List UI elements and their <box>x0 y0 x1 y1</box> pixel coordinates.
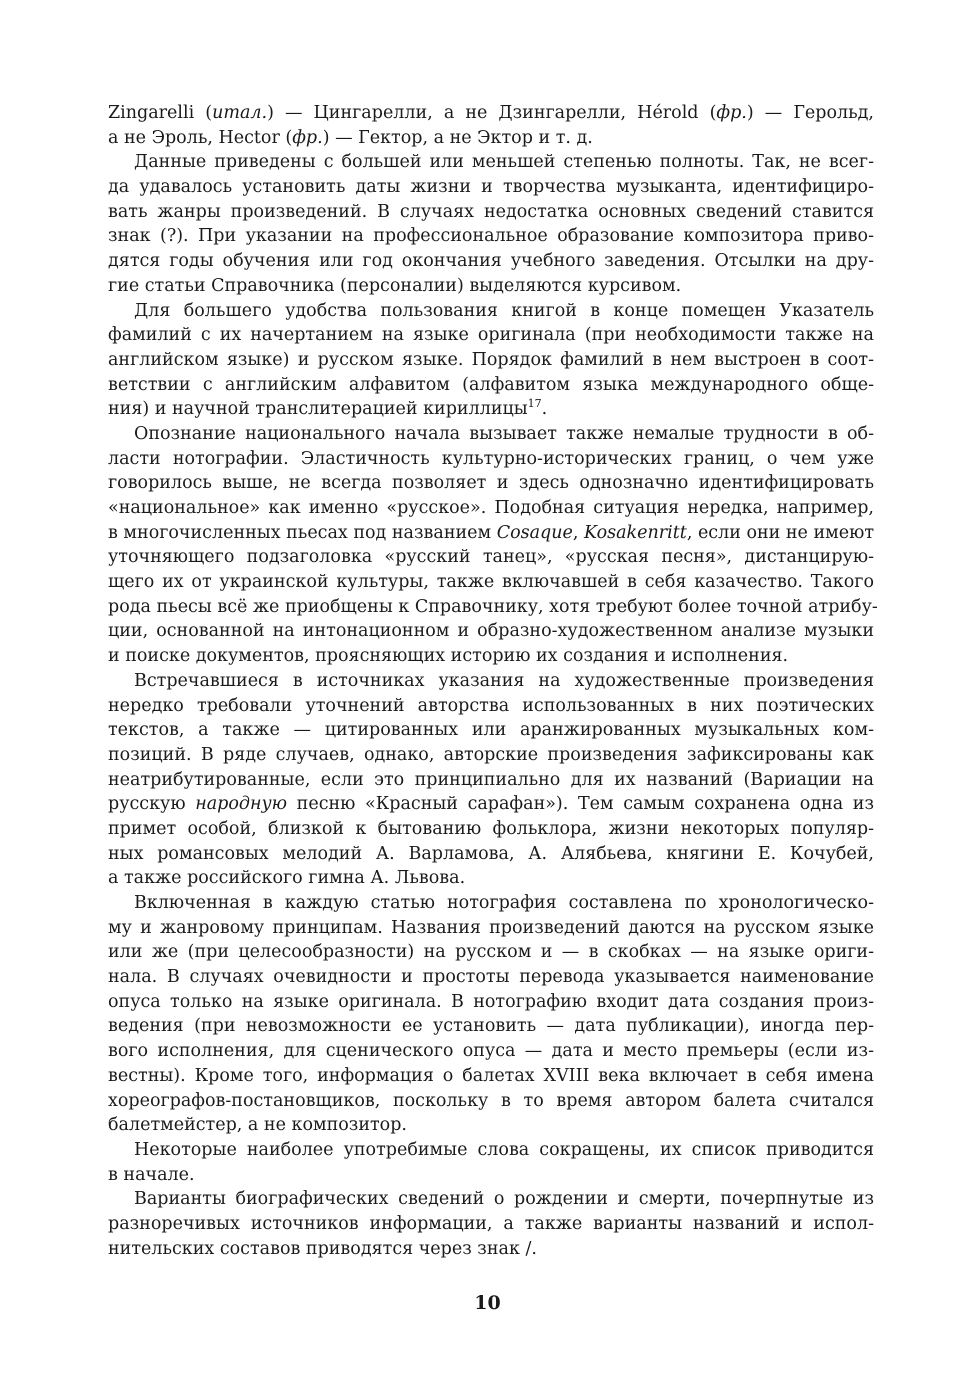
text-span: Для большего удобства пользования книгой в конце помещен Указатель <box>134 300 874 321</box>
text-line <box>108 1039 874 1064</box>
paragraph <box>108 669 874 891</box>
paragraph <box>108 891 874 1138</box>
text-span: Встречавшиеся в источниках указания на художественные произведения <box>134 670 874 691</box>
text-span: да удавалось установить даты жизни и творчества музыканта, идентифициро- <box>108 177 874 198</box>
text-span: говорилось выше, не всегда позволяет и здесь однозначно идентифицировать <box>108 473 874 494</box>
body-text <box>108 101 878 1261</box>
text-span: Zingarelli ( <box>108 103 213 123</box>
text-line <box>108 1014 874 1039</box>
text-span: опуса только на языке оригинала. В нотографию входит дата создания произ- <box>108 991 874 1012</box>
text-span: ветствии с английским алфавитом (алфавитом языка международного обще- <box>108 374 874 395</box>
text-line <box>108 447 874 472</box>
text-line <box>108 471 874 496</box>
text-line <box>108 619 874 644</box>
text-span: Включенная в каждую статью нотография составлена по хронологическо- <box>134 893 874 913</box>
text-line <box>108 817 874 842</box>
text-span: ) — Цингарелли, а не Дзингарелли, Hérold ( <box>267 103 717 123</box>
text-span: ) — Гектор, а не Эктор и т. д. <box>322 127 593 148</box>
text-span: Некоторые наиболее употребимые слова сокращены, их список приводится <box>134 1139 874 1160</box>
text-span: Данные приведены с большей или меньшей степенью полноты. Так, не всег- <box>134 152 874 173</box>
text-line <box>108 891 874 916</box>
text-span: ) — Герольд, <box>746 103 874 123</box>
text-span: дятся годы обучения или год окончания учебного заведения. Отсылки на дру- <box>108 251 874 272</box>
text-span: уточняющего подзаголовка «русский танец», «русская песня», дистанцирую- <box>108 547 874 568</box>
paragraph <box>108 101 874 150</box>
text-span: нередко требовали уточнений авторства использованных в них поэтических <box>108 695 874 716</box>
text-line <box>108 768 874 793</box>
text-span: рода пьесы всё же приобщены к Справочнику, хотя требуют более точной атрибу- <box>108 596 878 617</box>
text-line <box>108 348 874 373</box>
text-span: фамилий с их начертанием на языке оригинала (при необходимости также на <box>108 325 874 346</box>
text-line <box>108 1163 874 1188</box>
text-span: русскую <box>108 794 196 815</box>
text-line <box>108 1089 874 1114</box>
text-line <box>108 595 878 620</box>
text-line <box>108 496 874 521</box>
paragraph <box>108 422 878 669</box>
text-span: знак (?). При указании на профессиональное образование композитора приво- <box>108 226 874 247</box>
text-line <box>108 570 874 595</box>
italic-text: фр. <box>716 103 747 123</box>
text-span: ния) и научной транслитерацией кириллицы <box>108 399 528 420</box>
paragraph <box>108 299 874 422</box>
text-span: разноречивых источников информации, а также варианты названий и испол- <box>108 1213 874 1234</box>
text-span: хореографов-постановщиков, поскольку в то время автором балета считался <box>108 1090 874 1111</box>
text-line <box>108 1237 874 1262</box>
page-number: 10 <box>474 1292 501 1314</box>
text-line <box>108 842 874 867</box>
text-line <box>108 323 874 348</box>
text-span: в начале. <box>108 1164 195 1185</box>
italic-text: итал. <box>212 103 268 123</box>
text-span: в многочисленных пьесах под названием <box>108 522 497 543</box>
text-span: ции, основанной на интонационном и образно-художественном анализе музыки <box>108 621 874 642</box>
text-line <box>108 299 874 324</box>
text-span: . <box>541 399 548 420</box>
text-line <box>108 1187 874 1212</box>
text-span: неатрибутированные, если это принципиально для их названий (Вариации на <box>108 769 874 790</box>
text-line <box>108 175 874 200</box>
text-span: английском языке) и русском языке. Порядок фамилий в нем выстроен в соот- <box>108 349 874 370</box>
text-line <box>108 397 874 422</box>
text-span: песню «Красный сарафан»). Тем самым сохранена одна из <box>287 794 874 815</box>
text-span: текстов, а также — цитированных или аранжированных музыкальных ком- <box>108 720 874 741</box>
text-span: и поиске документов, проясняющих историю их создания и исполнения. <box>108 646 789 667</box>
text-line <box>108 1138 874 1163</box>
text-span: ных романсовых мелодий А. Варламова, А. Алябьева, княгини Е. Кочубей, <box>108 843 874 864</box>
paragraph <box>108 1138 874 1187</box>
text-line <box>108 792 874 817</box>
italic-text: Kosakenritt <box>584 522 687 543</box>
text-span: ласти нотографии. Эластичность культурно-исторических границ, о чем уже <box>108 448 874 469</box>
text-span: а также российского гимна А. Львова. <box>108 868 466 889</box>
text-line <box>108 373 874 398</box>
text-line <box>108 422 874 447</box>
text-line <box>108 274 874 299</box>
text-line <box>108 669 874 694</box>
text-span: щего их от украинской культуры, также включавшей в себя казачество. Такого <box>108 572 874 593</box>
text-span: позиций. В ряде случаев, однако, авторские произведения зафиксированы как <box>108 744 874 765</box>
text-line <box>108 940 874 965</box>
text-line <box>108 224 874 249</box>
text-span: , <box>572 522 584 543</box>
text-span: вать жанры произведений. В случаях недостатка основных сведений ставится <box>108 201 874 222</box>
text-span: примет особой, близкой к бытованию фольклора, жизни некоторых популяр- <box>108 818 874 839</box>
text-span: нительских составов приводятся через знак /. <box>108 1238 537 1259</box>
text-span: балетмейстер, а не композитор. <box>108 1115 407 1136</box>
italic-text: Cosaque <box>496 522 573 543</box>
text-line <box>108 644 874 669</box>
italic-text: народную <box>195 794 288 815</box>
text-span: а не Эроль, Hector ( <box>108 127 293 148</box>
text-line <box>108 694 874 719</box>
text-line <box>108 150 874 175</box>
text-span: Варианты биографических сведений о рождении и смерти, почерпнутые из <box>134 1189 874 1210</box>
text-span: ведения (при невозможности ее установить — дата публикации), иногда пер- <box>108 1016 874 1037</box>
text-span: «национальное» как именно «русское». Подобная ситуация нередка, например, <box>108 498 874 518</box>
text-span: , если они не имеют <box>686 522 875 543</box>
text-line <box>108 866 874 891</box>
text-line <box>108 101 874 126</box>
text-span: нала. В случаях очевидности и простоты перевода указывается наименование <box>108 967 874 988</box>
text-span: гие статьи Справочника (персоналии) выделяются курсивом. <box>108 275 682 296</box>
text-line <box>108 990 874 1015</box>
paragraph <box>108 150 874 298</box>
text-line <box>108 521 874 546</box>
text-span: вого исполнения, для сценического опуса — дата и место премьеры (если из- <box>108 1041 874 1062</box>
text-line <box>108 545 874 570</box>
text-line <box>108 1064 874 1089</box>
text-line <box>108 718 874 743</box>
text-span: вестны). Кроме того, информация о балетах XVIII века включает в себя имена <box>108 1065 874 1086</box>
italic-text: фр. <box>292 127 323 148</box>
text-line <box>108 743 874 768</box>
text-span: му и жанровому принципам. Названия произведений даются на русском языке <box>108 917 874 938</box>
footnote-ref: 17 <box>527 397 542 411</box>
text-span: или же (при целесообразности) на русском и — в скобках — на языке ориги- <box>108 942 874 963</box>
text-line <box>108 916 874 941</box>
text-span: Опознание национального начала вызывает также немалые трудности в об- <box>134 423 874 444</box>
paragraph <box>108 1187 874 1261</box>
text-line <box>108 126 874 151</box>
text-line <box>108 1113 874 1138</box>
text-line <box>108 965 874 990</box>
text-line <box>108 200 874 225</box>
text-line <box>108 1212 874 1237</box>
text-line <box>108 249 874 274</box>
